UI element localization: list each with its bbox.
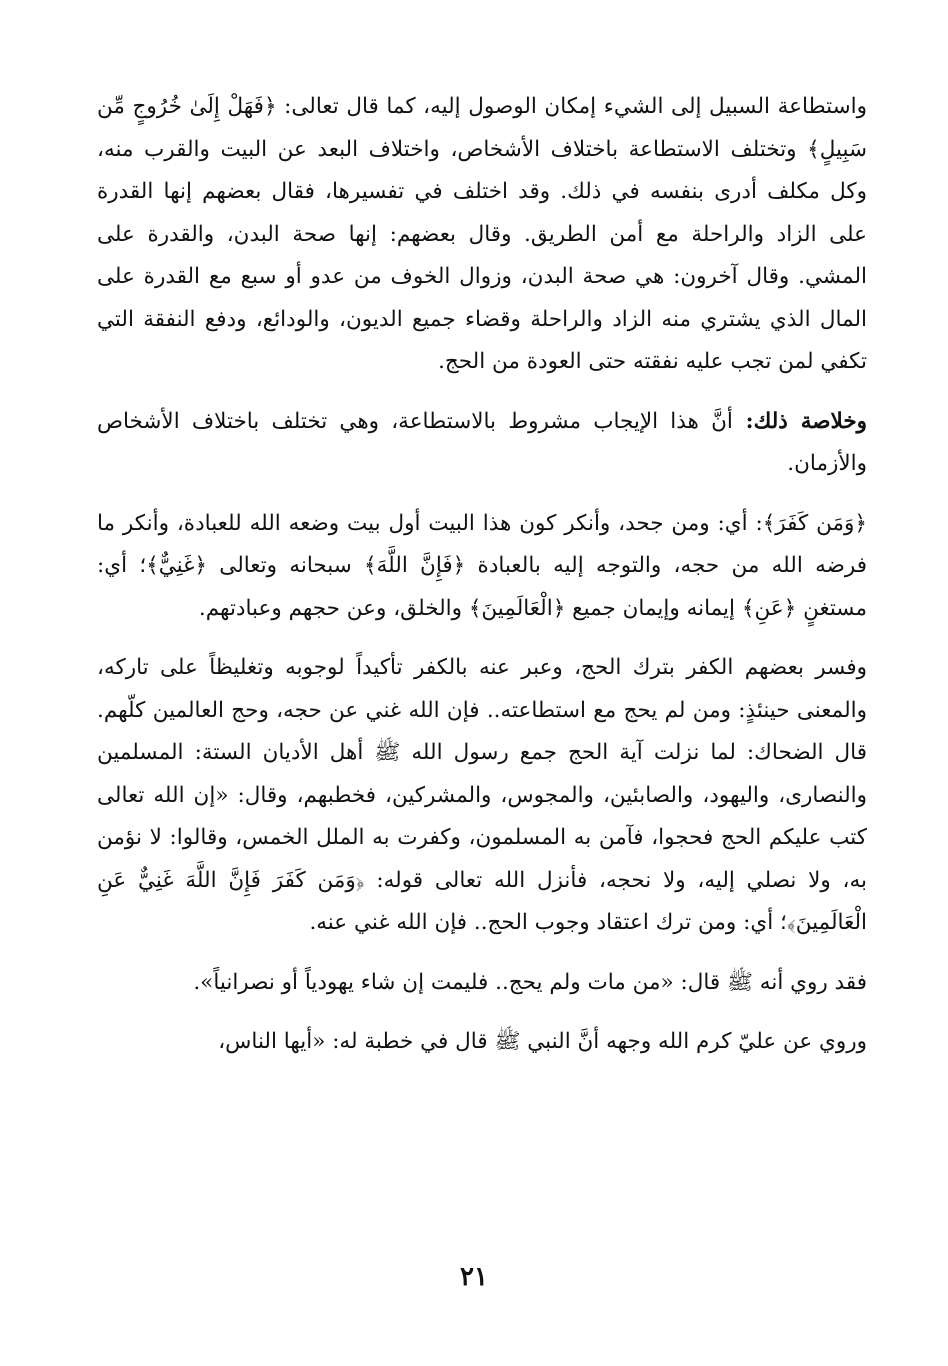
- page-number: ٢١: [460, 1262, 488, 1292]
- page-body: [97, 86, 867, 1064]
- paragraph-hadith: [97, 962, 867, 1005]
- paragraph-khutba: [97, 1021, 867, 1064]
- paragraph-wa-man-kafar: [97, 503, 867, 631]
- paragraph-text: فقد روي أنه ﷺ قال: «من مات ولم يحج.. فليمت إن شاء يهودياً أو نصرانياً».: [193, 969, 867, 995]
- paragraph-khulasa: [97, 401, 867, 486]
- paragraph-text: وروي عن عليّ كرم الله وجهه أنَّ النبي ﷺ قال في خطبة له: «أيها الناس،: [218, 1029, 867, 1054]
- paragraph-text: وفسر بعضهم الكفر بترك الحج، وعبر عنه بالكفر تأكيداً لوجوبه وتغليظاً على تاركه، والمعنى حينئذٍ: ومن لم يحج مع استطاعته.. فإن الله غني عن حجه، وحج العالمين كلّهم. قال الضحاك: لما نزلت آية الحج جمع رسول الله ﷺ أهل الأديان الستة: المسلمين والنصارى، واليهود، والصابئين، والمجوس، والمشركين، فخطبهم، وقال: «إن الله تعالى كتب عليكم الحج فحجوا، فآمن به المسلمون، وكفرت به الملل الخمس، وقالوا: لا نؤمن به، ولا نصلي إليه، ولا نحجه، فأنزل الله تعالى قوله: ﴿وَمَن كَفَرَ فَإِنَّ اللَّهَ غَنِيٌّ عَنِ الْعَالَمِينَ﴾؛ أي: ومن ترك اعتقاد وجوب الحج.. فإن الله غني عنه.: [97, 655, 867, 935]
- paragraph-tafsir-al-kufr: [97, 647, 867, 945]
- paragraph-heading: وخلاصة ذلك:: [732, 408, 867, 434]
- paragraph-istitaah: [97, 86, 867, 384]
- paragraph-text: أنَّ هذا الإيجاب مشروط بالاستطاعة، وهي تختلف باختلاف الأشخاص والأزمان.: [97, 408, 867, 476]
- paragraph-text: واستطاعة السبيل إلى الشيء إمكان الوصول إليه، كما قال تعالى: ﴿فَهَلْ إِلَىٰ خُرُوجٍ مِّن سَبِيلٍ﴾ وتختلف الاستطاعة باختلاف الأشخاص، واختلاف البعد عن البيت والقرب منه، وكل مكلف أدرى بنفسه في ذلك. وقد اختلف في تفسيرها، فقال بعضهم إنها القدرة على الزاد والراحلة مع أمن الطريق. وقال بعضهم: إنها صحة البدن، والقدرة على المشي. وقال آخرون: هي صحة البدن، وزوال الخوف من عدو أو سبع مع القدرة على المال الذي يشتري منه الزاد والراحلة وقضاء جميع الديون، والودائع، ودفع النفقة التي تكفي لمن تجب عليه نفقته حتى العودة من الحج.: [97, 94, 867, 374]
- paragraph-text: ﴿وَمَن كَفَرَ﴾: أي: ومن جحد، وأنكر كون هذا البيت أول بيت وضعه الله للعبادة، وأنكر ما فرضه الله من حجه، والتوجه إليه بالعبادة ﴿فَإِنَّ اللَّهَ﴾ سبحانه وتعالى ﴿غَنِيٌّ﴾؛ أي: مستغنٍ ﴿عَنِ﴾ إيمانه وإيمان جميع ﴿الْعَالَمِينَ﴾ والخلق، وعن حجهم وعبادتهم.: [97, 510, 867, 621]
